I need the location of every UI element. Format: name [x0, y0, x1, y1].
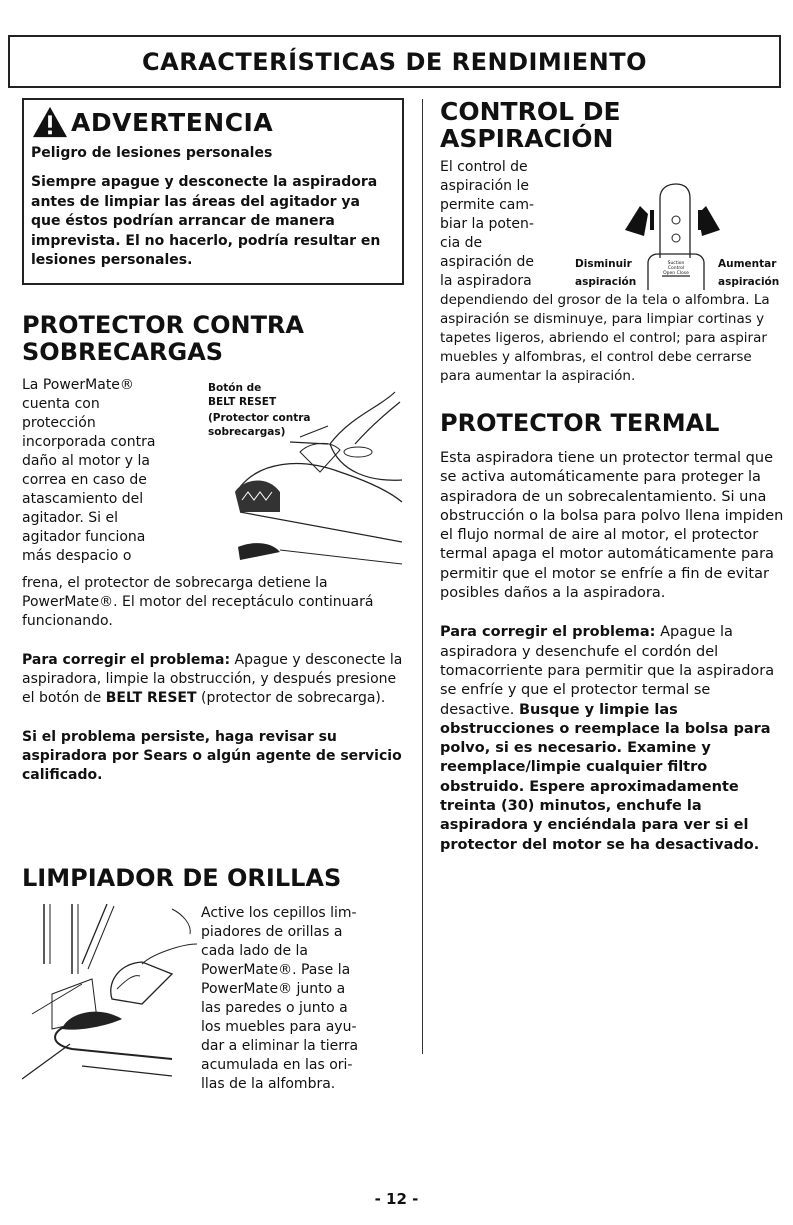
edge-line: llas de la alfombra. [201, 1076, 336, 1092]
edge-line: las paredes o junto a [201, 1000, 348, 1016]
edge-line: acumulada en las ori- [201, 1057, 353, 1073]
suction-line: cia de [440, 235, 483, 251]
thermal-fix-text: Apague la aspiradora y desenchufe el cordón del tomacorriente para permitir que la aspiradora se enfríe y que el protector termal se desactive. [440, 624, 775, 718]
overload-heading [22, 312, 407, 366]
increase-label: aspiración [718, 276, 780, 288]
increase-label: Aumentar [718, 258, 777, 270]
suction-line: aspiración de [440, 254, 534, 270]
column-divider [422, 99, 423, 1054]
intro-line: cuenta con [22, 396, 100, 412]
suction-line: la aspiradora [440, 273, 532, 289]
edge-heading: LIMPIADOR DE ORILLAS [22, 864, 342, 892]
dial-inscription [661, 261, 691, 276]
warning-text: Siempre apague y desconecte la aspiradora antes de limpiar las áreas del agitador ya que éstos podrían arrancar de manera imprevista. El no hacerlo, podría resultar en lesiones personales. [31, 174, 381, 268]
warning-triangle-icon [31, 105, 69, 139]
page-number: - 12 - [374, 1190, 419, 1208]
suction-line: El control de [440, 159, 528, 175]
figure-label: sobrecargas) [208, 426, 286, 438]
edge-line: Active los cepillos lim- [201, 905, 357, 921]
edge-line: cada lado de la [201, 943, 308, 959]
edge-line: PowerMate®. Pase la [201, 962, 351, 978]
intro-line: atascamiento del [22, 491, 144, 507]
edge-block [22, 904, 407, 1114]
suction-intro-block [440, 158, 785, 290]
edge-line: PowerMate® junto a [201, 981, 346, 997]
decrease-label: Disminuir [575, 258, 632, 270]
figure-label: BELT RESET [208, 396, 277, 408]
right-column [440, 98, 785, 855]
belt-reset-figure [180, 382, 405, 576]
figure-label: (Protector contra [208, 412, 311, 424]
thermal-fix-bold: Busque y limpie las obstrucciones o reemplace la bolsa para polvo, si es necesario. Examine y reemplace/limpie cualquier filtro obstruido. Espere aproximadamente treinta (30) minutos, enchufe la aspiradora y enciéndala para ver si el protector del motor se ha desactivado. [440, 701, 771, 853]
page-title: CARACTERÍSTICAS DE RENDIMIENTO [142, 47, 647, 76]
warning-subtitle: Peligro de lesiones personales [31, 145, 273, 161]
belt-reset-label: BELT RESET [105, 690, 197, 706]
edge-line: dar a eliminar la tierra [201, 1038, 359, 1054]
thermal-fix [440, 623, 785, 855]
intro-line: La PowerMate® [22, 377, 134, 393]
intro-line: protección [22, 415, 96, 431]
overload-heading-line2: SOBRECARGAS [22, 338, 224, 366]
warning-title: ADVERTENCIA [71, 107, 274, 137]
intro-line: daño al motor y la [22, 453, 150, 469]
suction-rest: dependiendo del grosor de la tela o alfombra. La aspiración se disminuye, para limpiar cortinas y tapetes ligeros, abriendo el control; para aspirar muebles y alfombras, el control debe cerrarse para aumentar la aspiración. [440, 292, 770, 384]
suction-heading: CONTROL DE ASPIRACIÓN [440, 97, 621, 153]
overload-fix-text-a: Apague y desconecte la aspiradora, limpie la obstrucción, y después presione el botón de [22, 652, 403, 706]
dial-text: Open Close [663, 271, 689, 276]
left-column [22, 98, 407, 1114]
figure-label: Botón de [208, 382, 262, 394]
dial-text: Suction Control [667, 261, 685, 271]
edge-line: los muebles para ayu- [201, 1019, 357, 1035]
intro-line: correa en caso de [22, 472, 147, 488]
intro-line: incorporada contra [22, 434, 156, 450]
suction-line: aspiración le [440, 178, 529, 194]
thermal-fix-label: Para corregir el problema: [440, 624, 656, 641]
suction-line: biar la poten- [440, 216, 534, 232]
overload-fix-text-b: (protector de sobrecarga). [196, 690, 386, 706]
overload-fix-label: Para corregir el problema: [22, 652, 231, 668]
warning-box [22, 98, 404, 285]
suction-line: permite cam- [440, 197, 535, 213]
overload-intro-block [22, 376, 407, 576]
thermal-heading: PROTECTOR TERMAL [440, 409, 720, 437]
overload-fix [22, 651, 407, 708]
decrease-label: aspiración [575, 276, 637, 288]
intro-line: más despacio o [22, 548, 132, 564]
powermate-nozzle-illustration [180, 382, 405, 576]
edge-line: piadores de orillas a [201, 924, 343, 940]
overload-intro-rest: frena, el protector de sobrecarga detiene la PowerMate®. El motor del receptáculo continuará funcionando. [22, 575, 374, 629]
warning-header [31, 105, 394, 139]
edge-text [201, 904, 411, 1094]
thermal-text: Esta aspiradora tiene un protector termal que se activa automáticamente para proteger la aspiradora de un sobrecalentamiento. Si una obstrucción o la bolsa para polvo llena impiden el flujo normal de aire al motor, el protector termal apaga el motor automáticamente para permitir que el motor se enfríe a fin de evitar posibles daños a la aspiradora. [440, 450, 784, 602]
suction-dial-figure [570, 158, 785, 290]
overload-persist: Si el problema persiste, haga revisar su aspiradora por Sears o algún agente de servicio calificado. [22, 729, 402, 783]
overload-heading-line1: PROTECTOR CONTRA [22, 311, 304, 339]
edge-cleaner-illustration [22, 904, 197, 1084]
suction-intro [440, 158, 570, 291]
page-title-box [8, 35, 781, 88]
intro-line: agitador funciona [22, 529, 146, 545]
intro-line: agitador. Si el [22, 510, 118, 526]
